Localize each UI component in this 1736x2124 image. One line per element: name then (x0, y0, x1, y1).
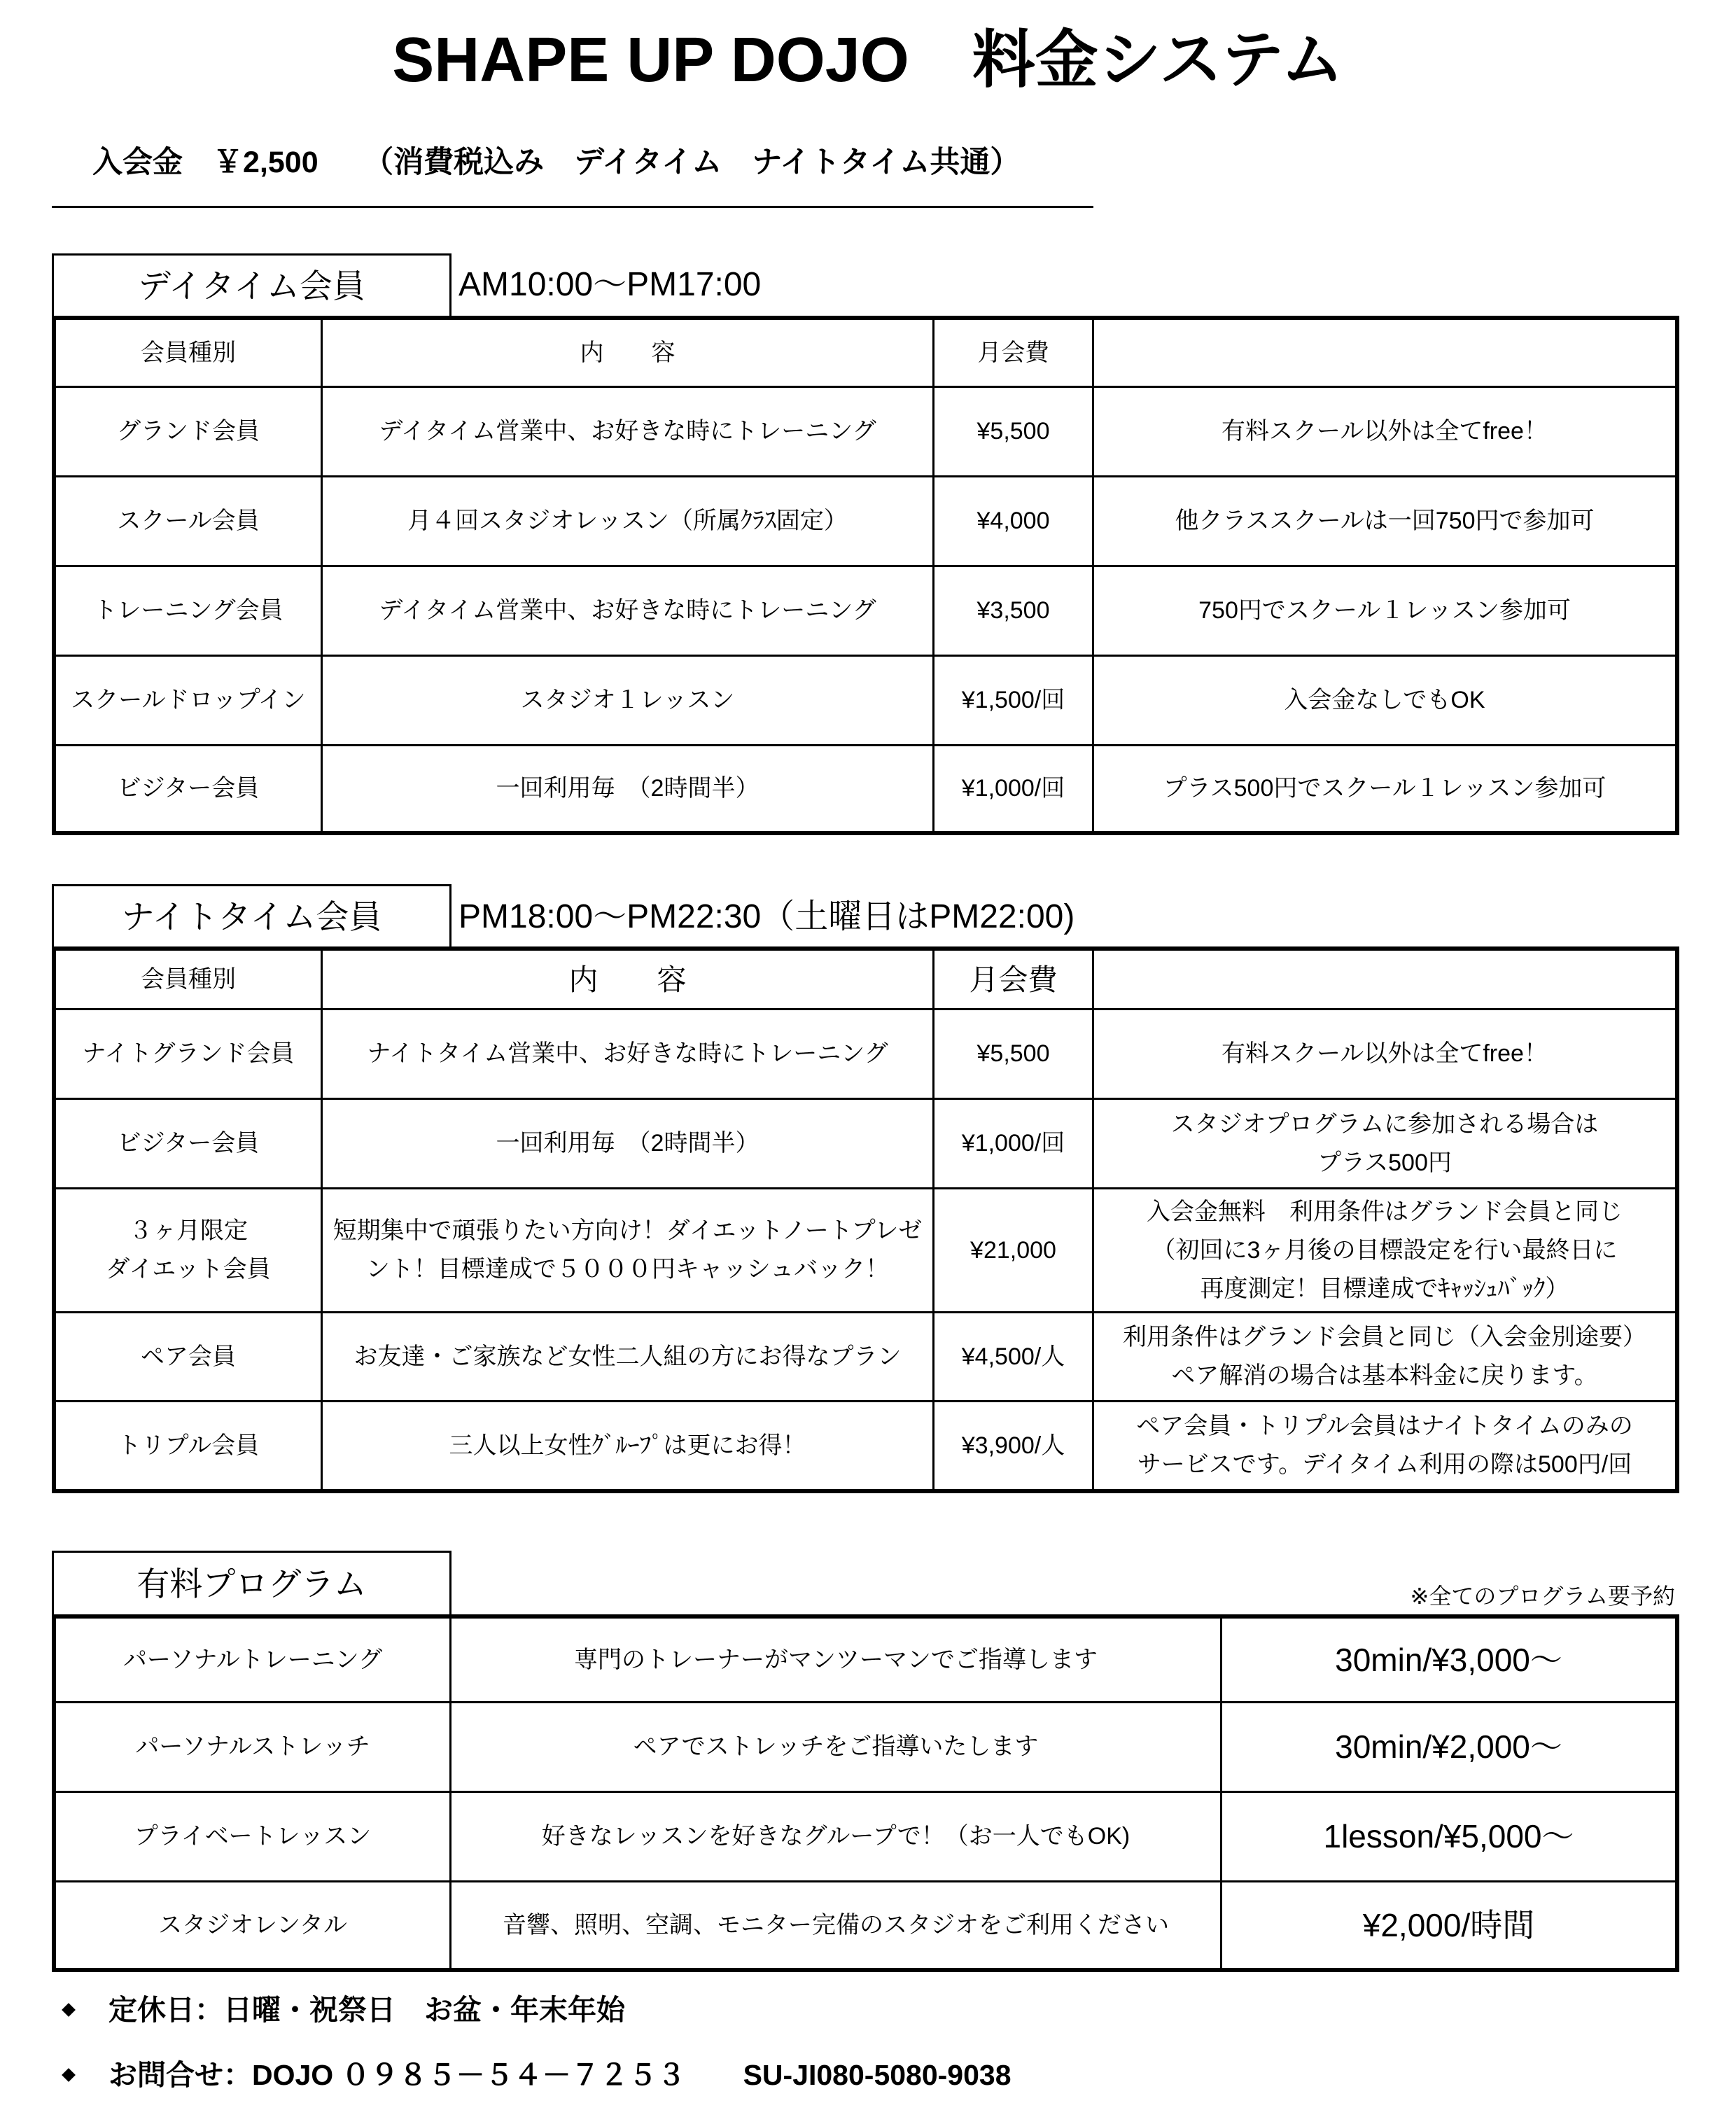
admission-underline (52, 206, 1093, 208)
monthly-fee-cell: ¥5,500 (934, 1010, 1094, 1100)
daytime-hours: AM10:00〜PM17:00 (458, 266, 762, 303)
program-name-cell: スタジオレンタル (56, 1882, 451, 1968)
header-note (1094, 320, 1675, 388)
content-cell: スタジオ１レッスン (323, 657, 934, 746)
contact-info: お問合せ：DOJO ０９８５－５４－７２５３ SU-JI080-5080-9038 (108, 2059, 1011, 2091)
note-cell: 利用条件はグランド会員と同じ（入会金別途要） ペア解消の場合は基本料金に戻ります。 (1094, 1313, 1675, 1402)
content-cell: デイタイム営業中、お好きな時にトレーニング (323, 567, 934, 657)
monthly-fee-cell: ¥1,000/回 (934, 746, 1094, 831)
daytime-table (52, 316, 1679, 835)
member-type-cell: ３ヶ月限定 ダイエット会員 (56, 1189, 323, 1313)
monthly-fee-cell: ¥3,500 (934, 567, 1094, 657)
program-description-cell: 専門のトレーナーがマンツーマンでご指導します (451, 1619, 1222, 1703)
header-note (1094, 951, 1675, 1010)
diamond-bullet-icon (62, 2003, 76, 2017)
member-type-cell: ナイトグランド会員 (56, 1010, 323, 1100)
content-cell: ナイトタイム営業中、お好きな時にトレーニング (323, 1010, 934, 1100)
content-cell: お友達・ご家族など女性二人組の方にお得なプラン (323, 1313, 934, 1402)
header-member-type: 会員種別 (56, 320, 323, 388)
content-cell: デイタイム営業中、お好きな時にトレーニング (323, 388, 934, 477)
note-cell: ペア会員・トリプル会員はナイトタイムのみの サービスです。デイタイム利用の際は500円/回 (1136, 1413, 1633, 1478)
header-monthly-fee: 月会費 (934, 951, 1094, 1010)
member-type-cell: ペア会員 (56, 1313, 323, 1402)
monthly-fee-cell: ¥3,900/人 (934, 1402, 1094, 1489)
nighttime-hours: PM18:00〜PM22:30（土曜日はPM22:00) (458, 898, 1075, 935)
header-monthly-fee: 月会費 (934, 320, 1094, 388)
nighttime-table (52, 946, 1679, 1493)
monthly-fee-cell: ¥5,500 (934, 388, 1094, 477)
note-cell: プラス500円でスクール１レッスン参加可 (1163, 775, 1606, 802)
member-type-cell: スクールドロップイン (56, 657, 323, 746)
note-cell: 入会金なしでもOK (1094, 657, 1675, 746)
monthly-fee-cell: ¥4,500/人 (934, 1313, 1094, 1402)
member-type-cell: トリプル会員 (56, 1402, 323, 1489)
paid-programs-table (52, 1614, 1679, 1972)
content-cell: 月４回スタジオレッスン（所属ｸﾗｽ固定） (323, 477, 934, 567)
diamond-bullet-icon (62, 2068, 76, 2082)
closed-days: 定休日：日曜・祝祭日 お盆・年末年始 (108, 1994, 625, 2026)
program-description-cell: 好きなレッスンを好きなグループで！（お一人でもOK) (451, 1793, 1222, 1882)
content-cell: 一回利用毎 （2時間半） (323, 1100, 934, 1189)
content-cell: 短期集中で頑張りたい方向け！ダイエットノートプレゼント！目標達成で５０００円キャッシュバック！ (323, 1189, 934, 1313)
member-type-cell: グランド会員 (56, 388, 323, 477)
admission-fee: 入会金 ￥2,500 （消費税込み デイタイム ナイトタイム共通） (92, 146, 1021, 179)
member-type-cell: トレーニング会員 (56, 567, 323, 657)
program-description-cell: 音響、照明、空調、モニター完備のスタジオをご利用ください (451, 1882, 1222, 1968)
header-content: 内 容 (323, 320, 934, 388)
program-price-cell: 30min/¥2,000〜 (1222, 1703, 1675, 1793)
note-cell: スタジオプログラムに参加される場合は プラス500円 (1094, 1100, 1675, 1189)
nighttime-section-tab: ナイトタイム会員 (52, 884, 451, 947)
note-cell: 有料スクール以外は全てfree！ (1094, 388, 1675, 477)
program-name-cell: パーソナルストレッチ (56, 1703, 451, 1793)
program-name-cell: プライベートレッスン (56, 1793, 451, 1882)
program-price-cell: 1lesson/¥5,000〜 (1222, 1793, 1675, 1882)
header-member-type: 会員種別 (56, 951, 323, 1010)
paid-programs-section-tab: 有料プログラム (52, 1551, 451, 1615)
monthly-fee-cell: ¥4,000 (934, 477, 1094, 567)
daytime-section-tab: デイタイム会員 (52, 253, 451, 316)
program-price-cell: 30min/¥3,000〜 (1222, 1619, 1675, 1703)
note-cell: 入会金無料 利用条件はグランド会員と同じ （初回に3ヶ月後の目標設定を行い最終日に 再度測定！目標達成でｷｬｯｼｭﾊﾞｯｸ） (1094, 1189, 1675, 1313)
reservation-note: ※全てのプログラム要予約 (1410, 1584, 1675, 1609)
member-type-cell: ビジター会員 (56, 746, 323, 831)
note-cell: 他クラススクールは一回750円で参加可 (1094, 477, 1675, 567)
monthly-fee-cell: ¥1,500/回 (934, 657, 1094, 746)
note-cell: 750円でスクール１レッスン参加可 (1094, 567, 1675, 657)
content-cell: 三人以上女性ｸﾞﾙｰﾌﾟは更にお得！ (323, 1402, 934, 1489)
monthly-fee-cell: ¥21,000 (934, 1189, 1094, 1313)
program-description-cell: ペアでストレッチをご指導いたします (451, 1703, 1222, 1793)
monthly-fee-cell: ¥1,000/回 (934, 1100, 1094, 1189)
program-price-cell: ¥2,000/時間 (1362, 1906, 1535, 1943)
page-title: SHAPE UP DOJO 料金システム (392, 25, 1344, 95)
program-name-cell: パーソナルトレーニング (56, 1619, 451, 1703)
header-content: 内 容 (323, 951, 934, 1010)
note-cell: 有料スクール以外は全てfree！ (1094, 1010, 1675, 1100)
member-type-cell: スクール会員 (56, 477, 323, 567)
content-cell: 一回利用毎 （2時間半） (323, 746, 934, 831)
member-type-cell: ビジター会員 (56, 1100, 323, 1189)
